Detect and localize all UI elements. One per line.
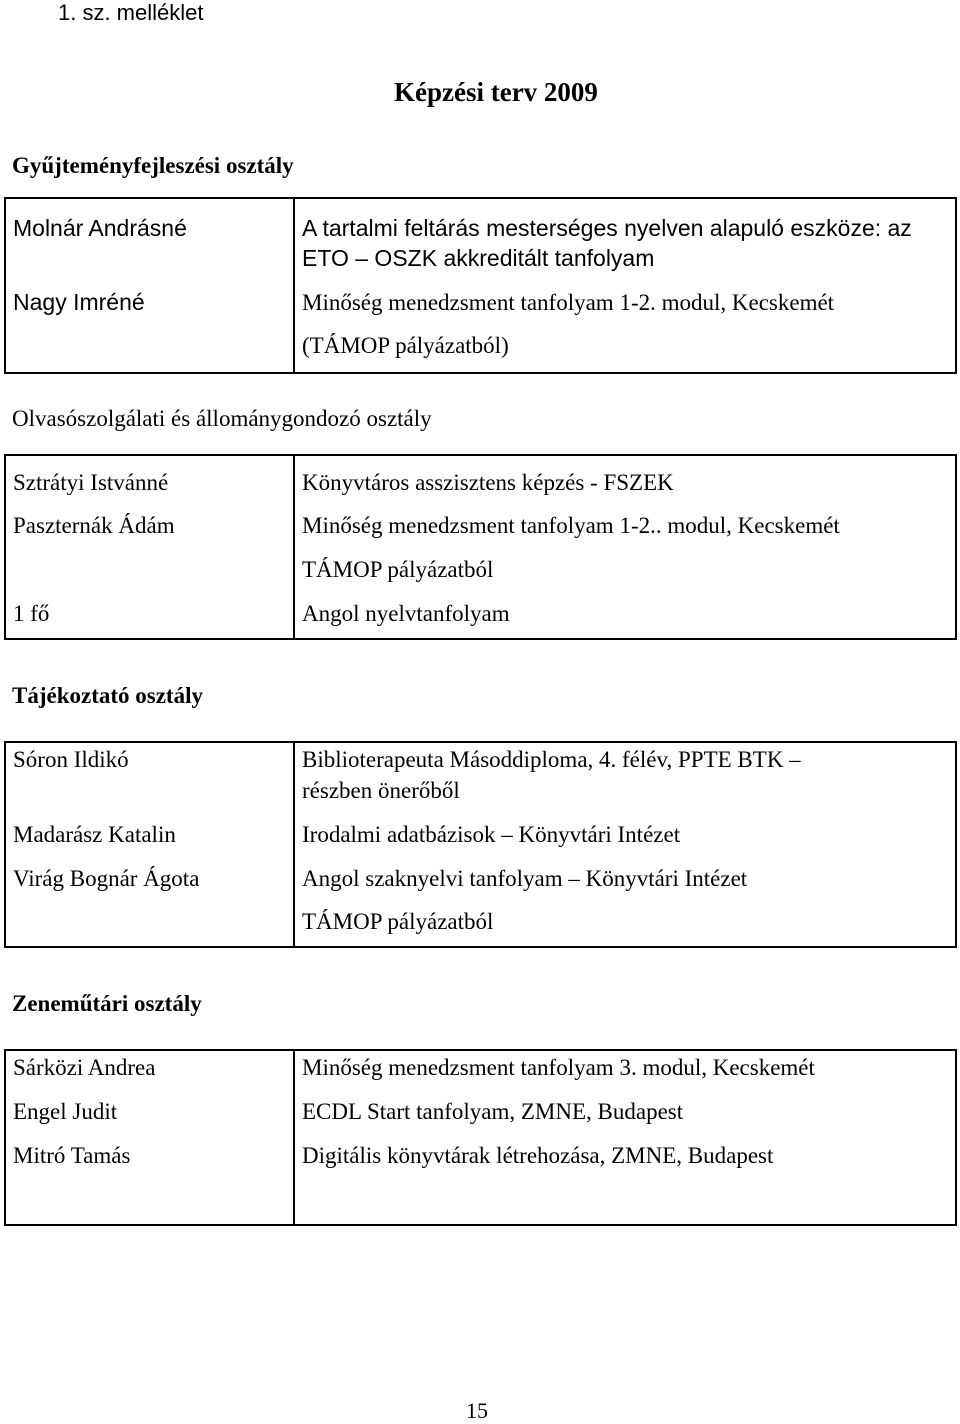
training-description: TÁMOP pályázatból [302, 909, 494, 934]
column-divider [293, 456, 295, 638]
training-description: Angol nyelvtanfolyam [302, 601, 510, 626]
table-collection-development [4, 197, 957, 374]
table-music [4, 1049, 957, 1226]
staff-name: Paszternák Ádám [13, 513, 175, 538]
staff-name: Sztrátyi Istvánné [13, 470, 169, 495]
section-heading-reader-services: Olvasószolgálati és állománygondozó osztály [12, 406, 432, 431]
training-description: Minőség menedzsment tanfolyam 3. modul, Kecskemét [302, 1055, 815, 1080]
annex-label: 1. sz. melléklet [58, 0, 204, 25]
staff-name: Molnár Andrásné [13, 215, 187, 241]
training-description: Irodalmi adatbázisok – Könyvtári Intézet [302, 822, 681, 847]
page-number: 15 [466, 1398, 488, 1423]
training-description: Digitális könyvtárak létrehozása, ZMNE, Budapest [302, 1143, 774, 1168]
section-heading-music: Zeneműtári osztály [12, 991, 202, 1016]
training-description: Biblioterapeuta Másoddiploma, 4. félév, PPTE BTK – [302, 747, 801, 772]
staff-name: 1 fő [13, 601, 50, 626]
training-description: Angol szaknyelvi tanfolyam – Könyvtári Intézet [302, 866, 748, 891]
training-description: TÁMOP pályázatból [302, 557, 494, 582]
staff-name: Engel Judit [13, 1099, 118, 1124]
training-description: A tartalmi feltárás mesterséges nyelven alapuló eszköze: az [302, 215, 912, 241]
training-description: részben önerőből [302, 778, 460, 803]
table-reader-services [4, 454, 957, 640]
column-divider [293, 199, 295, 372]
staff-name: Sárközi Andrea [13, 1055, 156, 1080]
training-description: ETO – OSZK akkreditált tanfolyam [302, 245, 655, 271]
training-description: ECDL Start tanfolyam, ZMNE, Budapest [302, 1099, 684, 1124]
page-title: Képzési terv 2009 [394, 77, 598, 107]
staff-name: Virág Bognár Ágota [13, 866, 200, 891]
staff-name: Nagy Imréné [13, 289, 145, 315]
table-information [4, 741, 957, 948]
training-description: Minőség menedzsment tanfolyam 1-2. modul, Kecskemét [302, 290, 835, 315]
section-heading-collection-development: Gyűjteményfejleszési osztály [12, 153, 294, 178]
staff-name: Sóron Ildikó [13, 747, 129, 772]
staff-name: Madarász Katalin [13, 822, 176, 847]
column-divider [293, 743, 295, 946]
section-heading-information: Tájékoztató osztály [12, 683, 203, 708]
training-description: (TÁMOP pályázatból) [302, 333, 509, 358]
training-description: Könyvtáros asszisztens képzés - FSZEK [302, 470, 674, 495]
training-description: Minőség menedzsment tanfolyam 1-2.. modul, Kecskemét [302, 513, 840, 538]
column-divider [293, 1051, 295, 1224]
staff-name: Mitró Tamás [13, 1143, 131, 1168]
